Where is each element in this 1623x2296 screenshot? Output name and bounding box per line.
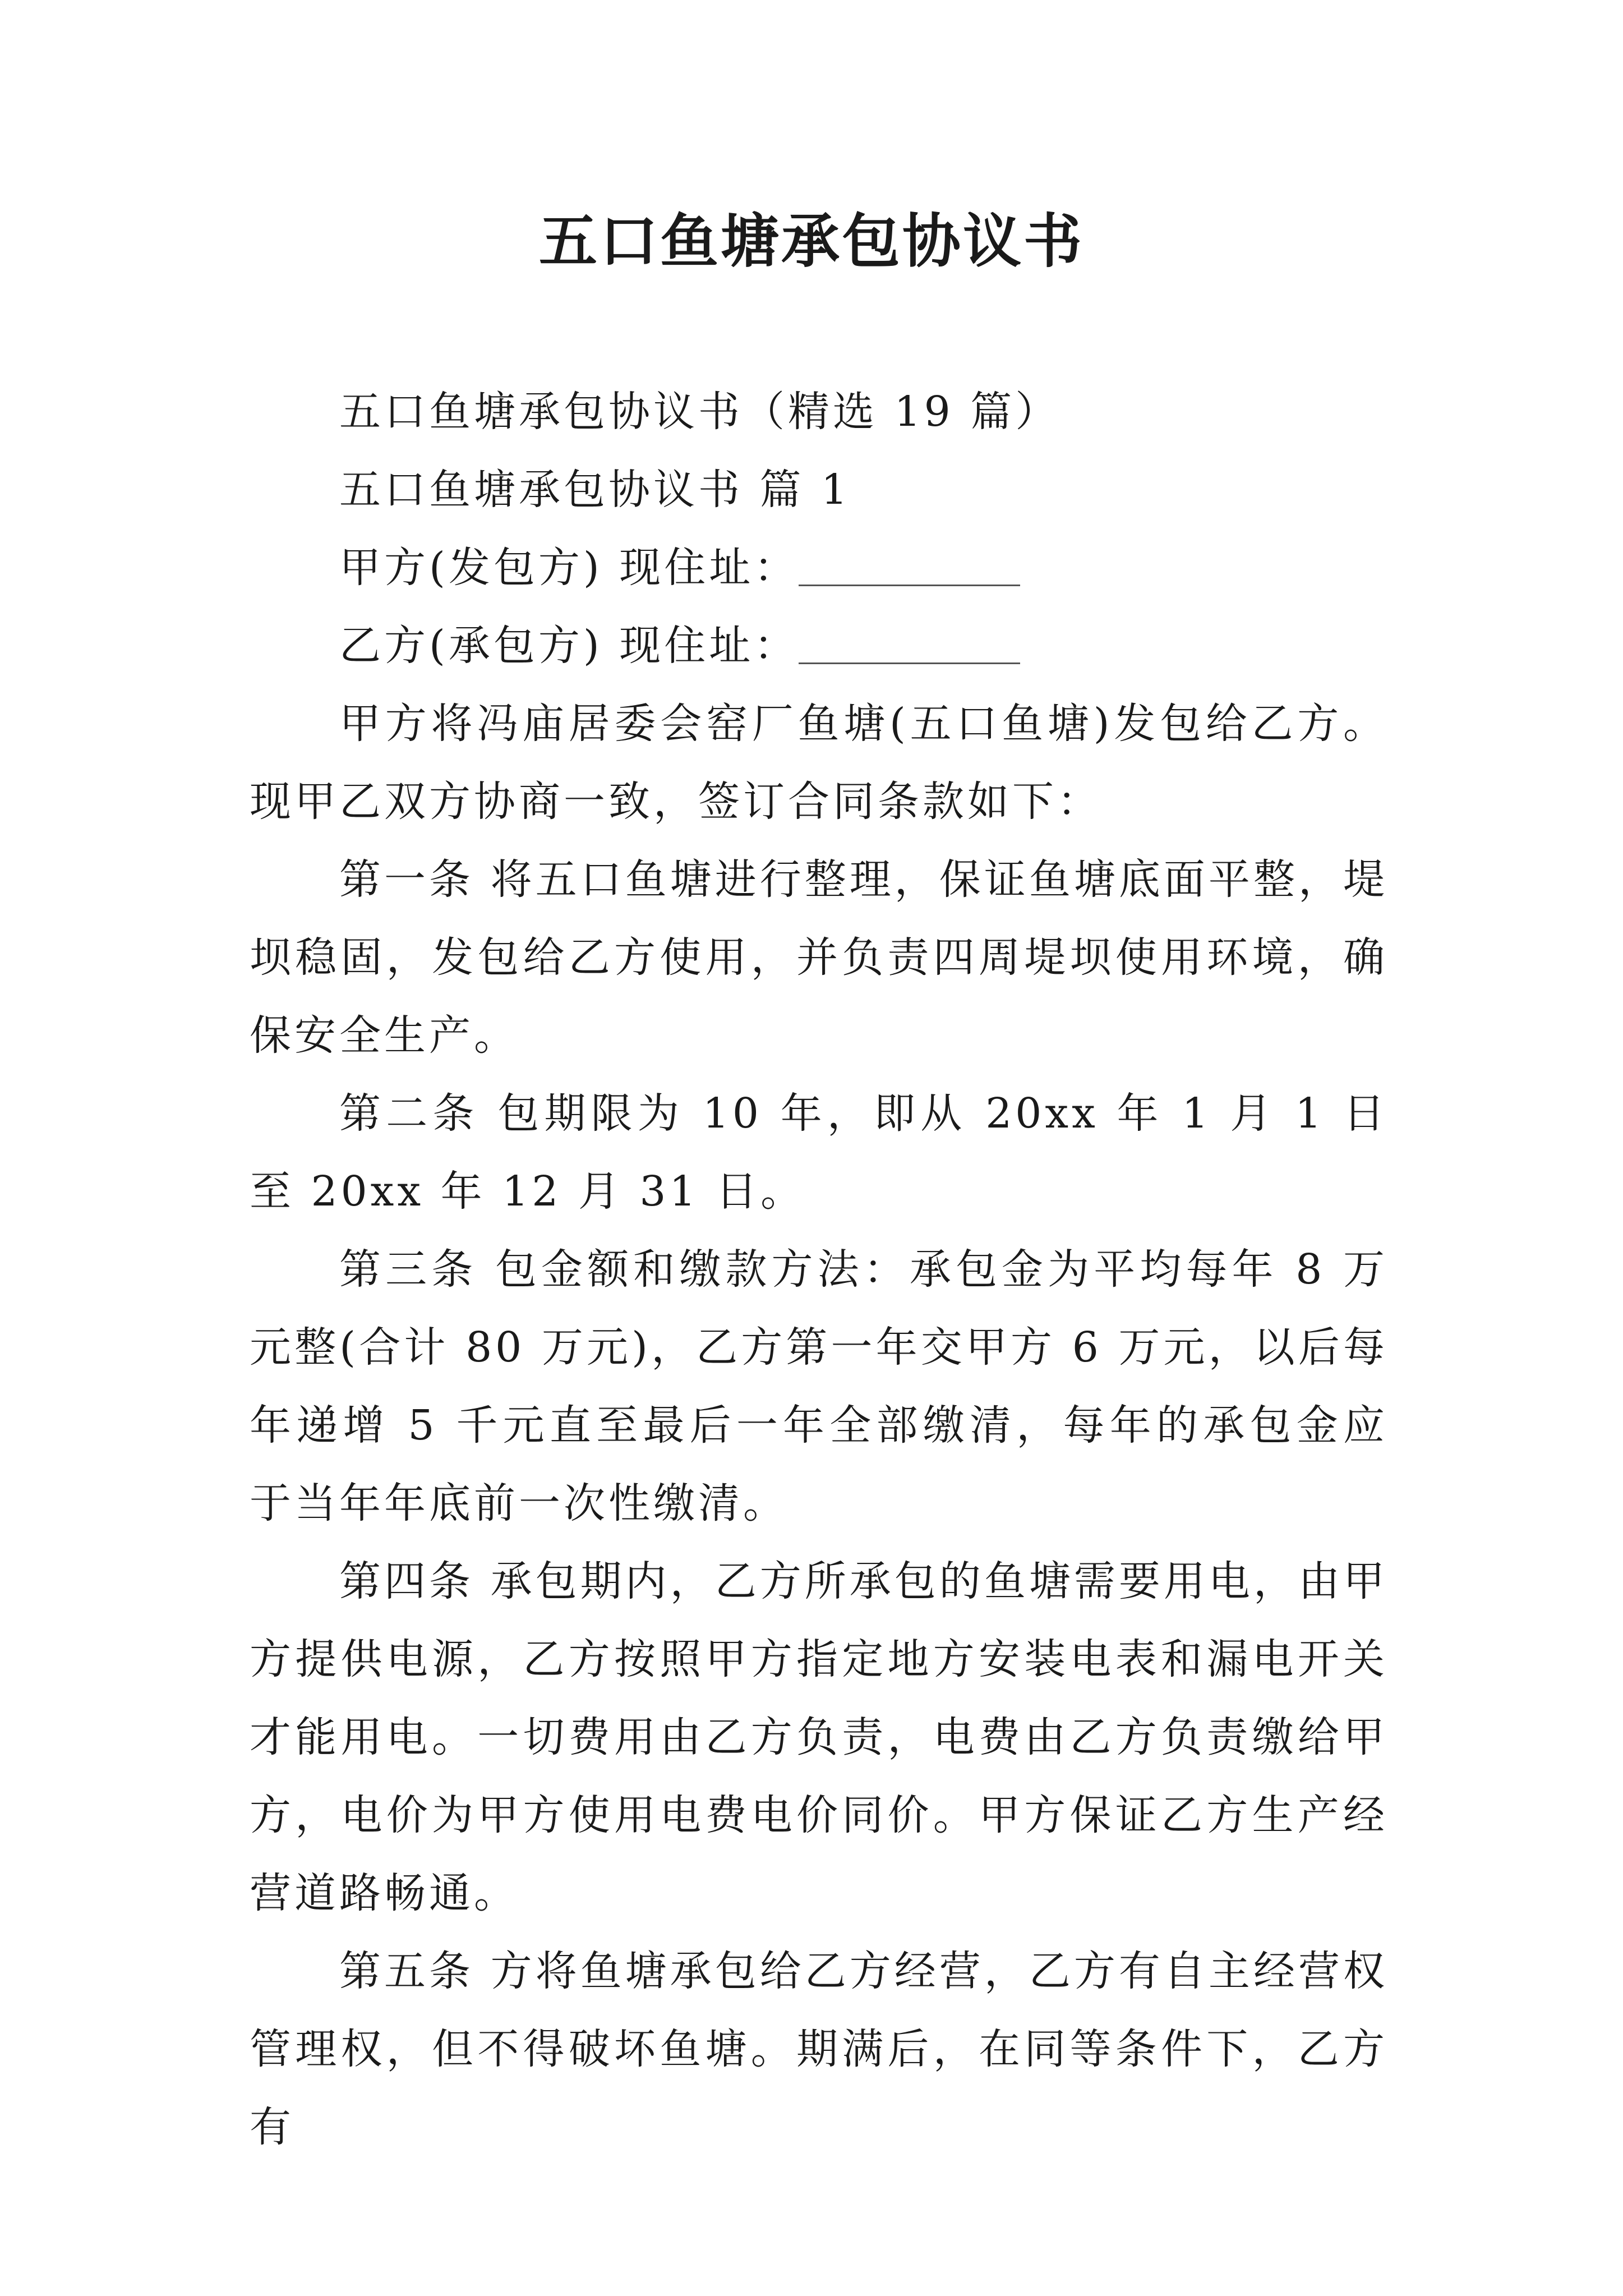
intro-paragraph: 甲方将冯庙居委会窑厂鱼塘(五口鱼塘)发包给乙方。现甲乙双方协商一致，签订合同条款如下：: [250, 700, 1388, 826]
document-subtitle: 五口鱼塘承包协议书（精选 19 篇）: [339, 388, 1061, 436]
part-heading: 五口鱼塘承包协议书 篇 1: [339, 466, 851, 514]
document-title: 五口鱼塘承包协议书: [538, 206, 1084, 275]
party-b-label: 乙方(承包方) 现住址：: [339, 622, 799, 670]
party-a-label: 甲方(发包方) 现住址：: [339, 544, 799, 592]
party-b-address-blank: [799, 618, 1020, 664]
article-2-paragraph: 第二条 包期限为 10 年，即从 20xx 年 1 月 1 日至 20xx 年 12 月 31 日。: [250, 1089, 1388, 1216]
party-b-line: [250, 607, 1388, 685]
article-5-paragraph: 第五条 方将鱼塘承包给乙方经营，乙方有自主经营权管理权，但不得破坏鱼塘。期满后，在同等条件下，乙方有: [250, 1947, 1388, 2151]
party-a-address-blank: [799, 540, 1020, 586]
document-body: [250, 373, 1388, 2166]
article-1-paragraph: 第一条 将五口鱼塘进行整理，保证鱼塘底面平整，堤坝稳固，发包给乙方使用，并负责四周堤坝使用环境，确保安全生产。: [250, 855, 1388, 1060]
party-a-line: [250, 529, 1388, 607]
article-3-paragraph: 第三条 包金额和缴款方法：承包金为平均每年 8 万元整(合计 80 万元)，乙方第一年交甲方 6 万元，以后每年递增 5 千元直至最后一年全部缴清，每年的承包金应于当年年底前一次性缴清。: [250, 1245, 1388, 1527]
article-4-paragraph: 第四条 承包期内，乙方所承包的鱼塘需要用电，由甲方提供电源，乙方按照甲方指定地方安装电表和漏电开关才能用电。一切费用由乙方负责，电费由乙方负责缴给甲方，电价为甲方使用电费电价同价。甲方保证乙方生产经营道路畅通。: [250, 1557, 1388, 1917]
